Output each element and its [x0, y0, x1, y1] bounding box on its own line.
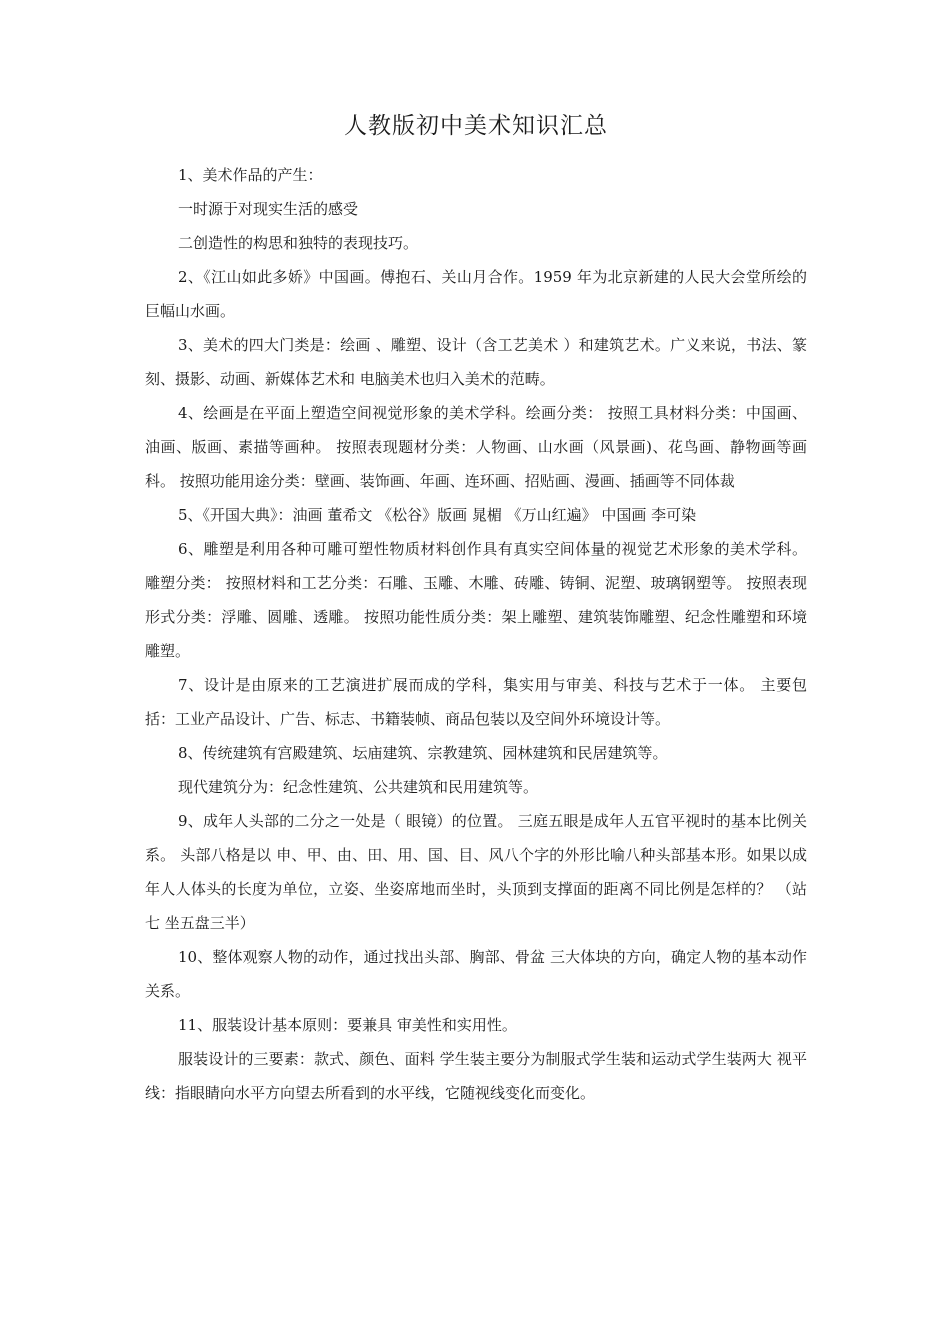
paragraph: 一时源于对现实生活的感受	[178, 200, 359, 218]
paragraph: 服装设计的三要素：款式、颜色、面料 学生装主要分为制服式学生装和运动式学生装两大 视平线：指眼睛向水平方向望去所看到的水平线，它随视线变化而变化。	[145, 1050, 807, 1102]
paragraph: 现代建筑分为：纪念性建筑、公共建筑和民用建筑等。	[178, 778, 539, 796]
paragraph: 5、《开国大典》：油画 董希文 《松谷》版画 晁楣 《万山红遍》 中国画 李可染	[178, 506, 697, 524]
paragraph: 3、美术的四大门类是：绘画 、雕塑、设计（含工艺美术 ）和建筑艺术。广义来说，书法、篆刻、摄影、动画、新媒体艺术和 电脑美术也归入美术的范畴。	[145, 336, 807, 388]
paragraph: 6、雕塑是利用各种可雕可塑性物质材料创作具有真实空间体量的视觉艺术形象的美术学科。 雕塑分类： 按照材料和工艺分类：石雕、玉雕、木雕、砖雕、铸铜、泥塑、玻璃钢塑等。 按照表现形式分类：浮雕、圆雕、透雕。 按照功能性质分类：架上雕塑、建筑装饰雕塑、纪念性雕塑和环境雕塑。	[145, 540, 807, 660]
paragraph: 4、绘画是在平面上塑造空间视觉形象的美术学科。绘画分类： 按照工具材料分类：中国画、油画、版画、素描等画种。 按照表现题材分类：人物画、山水画（风景画)、花鸟画、静物画等画科。 按照功能用途分类：壁画、装饰画、年画、连环画、招贴画、漫画、插画等不同体裁	[145, 404, 807, 490]
paragraph: 7、设计是由原来的工艺演进扩展而成的学科，集实用与审美、科技与艺术于一体。 主要包括：工业产品设计、广告、标志、书籍装帧、商品包装以及空间外环境设计等。	[145, 676, 807, 728]
paragraph: 1、美术作品的产生：	[178, 166, 323, 184]
paragraph: 8、传统建筑有宫殿建筑、坛庙建筑、宗教建筑、园林建筑和民居建筑等。	[178, 744, 668, 762]
paragraph: 10、整体观察人物的动作，通过找出头部、胸部、骨盆 三大体块的方向，确定人物的基本动作关系。	[145, 948, 807, 1000]
paragraph: 11、服装设计基本原则：要兼具 审美性和实用性。	[178, 1016, 517, 1034]
document-title: 人教版初中美术知识汇总	[344, 113, 608, 139]
paragraph: 二创造性的构思和独特的表现技巧。	[178, 234, 419, 252]
paragraph: 2、《江山如此多娇》中国画。傅抱石、关山月合作。1959 年为北京新建的人民大会堂所绘的巨幅山水画。	[145, 268, 807, 320]
document-page	[145, 108, 807, 1110]
paragraph: 9、成年人头部的二分之一处是（ 眼镜）的位置。 三庭五眼是成年人五官平视时的基本比例关系。 头部八格是以 申、甲、由、田、用、国、目、风八个字的外形比喻八种头部基本形。如果以成年人人体头的长度为单位，立姿、坐姿席地而坐时，头顶到支撑面的距离不同比例是怎样的？ （站七 坐五盘三半）	[145, 812, 807, 932]
